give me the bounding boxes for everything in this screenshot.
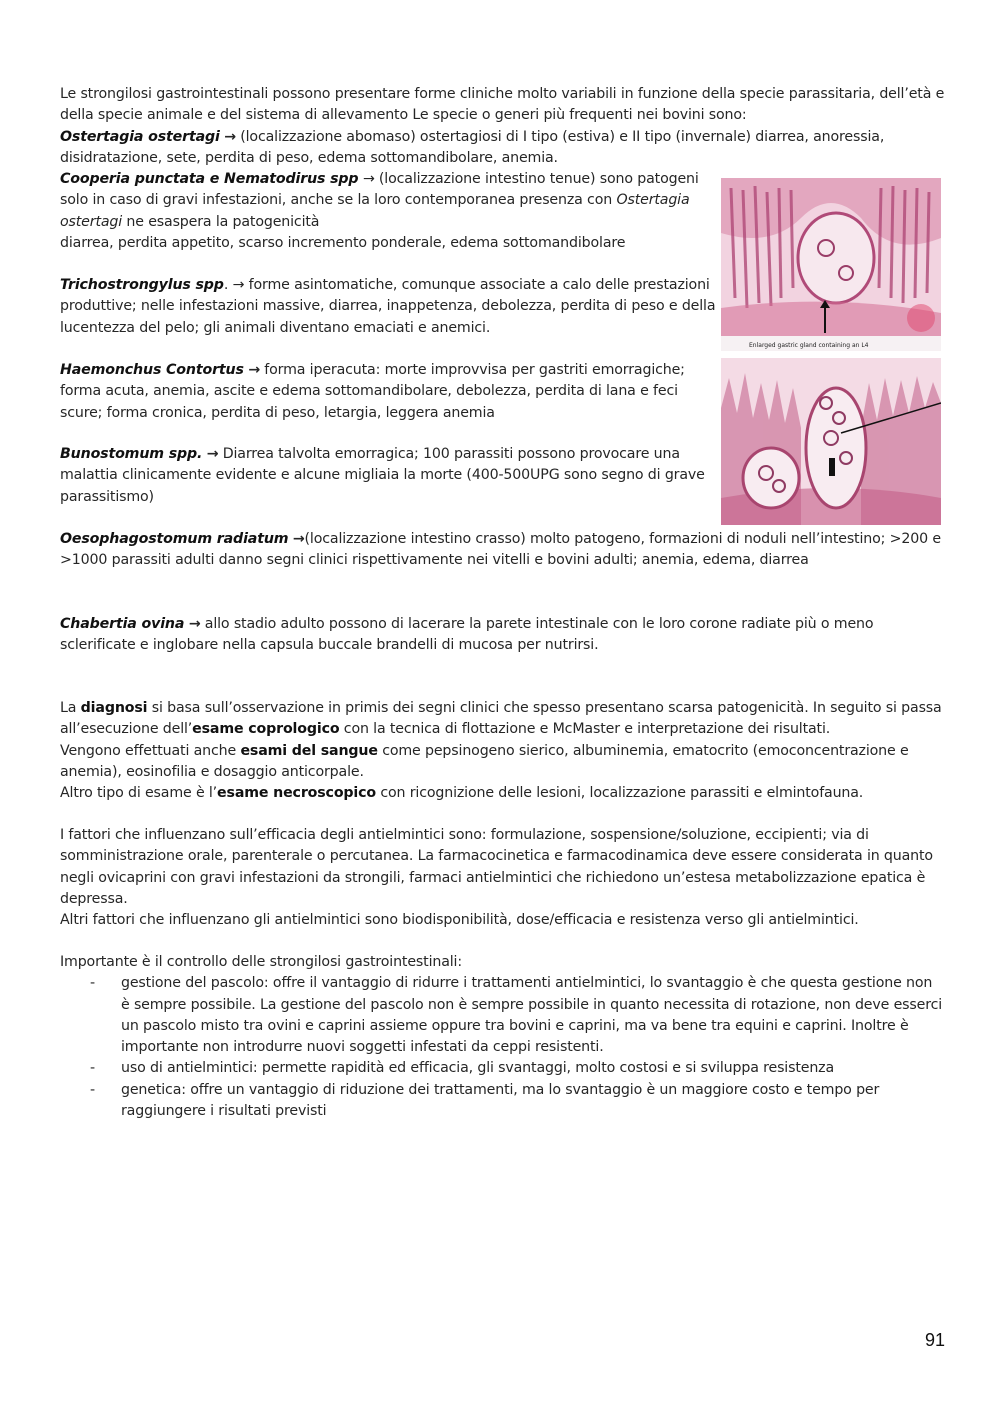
dash-bullet: -: [90, 1060, 95, 1077]
species-name: Trichostrongylus spp: [60, 277, 224, 293]
species-text-3: diarrea, perdita appetito, scarso incremento ponderale, edema sottomandibolare: [60, 234, 626, 251]
species-bunostomum: [60, 444, 710, 508]
species-name: Cooperia punctata e Nematodirus spp: [60, 171, 359, 187]
species-text-2: ne esaspera la patogenicità: [122, 213, 320, 230]
species-text: forme asintomatiche, comunque associate a calo delle prestazioni produttive; nelle infestazioni massive, diarrea, inappetenza, debolezza, perdita di peso e della lucentezza del pelo; gli animali diventano emaciati e anemici.: [60, 277, 716, 336]
species-text: Diarrea talvolta emorragica; 100 parassiti possono provocare una malattia clinicamente evidente e alcune migliaia la morte (400-500UPG sono segno di grave parassitismo): [60, 446, 705, 505]
arrow-icon: →: [224, 128, 236, 145]
text: con ricognizione delle lesioni, localizzazione parassiti e elmintofauna.: [376, 785, 864, 802]
arrow-icon: →: [362, 171, 375, 187]
fattori-paragraph-2: Altri fattori che influenzano gli antielmintici sono biodisponibilità, dose/efficacia e resistenza verso gli antielmintici.: [60, 912, 859, 929]
text: Altro tipo di esame è l’: [60, 785, 218, 802]
figure-caption: Enlarged gastric gland containing an L4: [749, 342, 869, 349]
bold-term: esame necroscopico: [217, 785, 376, 802]
species-name: Haemonchus Contortus: [60, 362, 244, 378]
list-item-text: genetica: offre un vantaggio di riduzione dei trattamenti, ma lo svantaggio è un maggiore costo e tempo per raggiungere i risultati previsti: [121, 1081, 880, 1120]
histology-mucosa-icon: [721, 358, 941, 525]
bold-term: esame coprologico: [192, 721, 340, 738]
fattori-paragraph-1: I fattori che influenzano sull’efficacia degli antielmintici sono: formulazione, sospensione/soluzione, eccipienti; via di somministrazione orale, parenterale o percutanea. La farmacocinetica e farmacodinamica deve essere considerata in quanto negli ovicaprini con gravi infestazioni da strongili, farmaci antielmintici che richiedono un’estesa metabolizzazione epatica è depressa.: [60, 827, 933, 907]
species-text: (localizzazione intestino tenue) sono patogeni solo in caso di gravi infestazioni, anche se la loro contemporanea presenza con: [60, 171, 699, 209]
text: Vengono effettuati anche: [60, 742, 241, 759]
text: con la tecnica di flottazione e McMaster e interpretazione dei risultati.: [339, 721, 831, 738]
diagnosi-paragraph-2: [60, 741, 945, 784]
histology-image-top: [721, 178, 941, 351]
bold-term: diagnosi: [80, 700, 148, 716]
list-item: [60, 1080, 945, 1123]
species-text: (localizzazione abomaso) ostertagiosi di I tipo (estiva) e II tipo (invernale) diarrea, anoressia, disidratazione, sete, perdita di peso, edema sottomandibolare, anemia.: [60, 128, 885, 166]
species-name: Bunostomum spp.: [60, 446, 203, 462]
diagnosi-paragraph-3: [60, 783, 945, 804]
intro-section: [60, 84, 945, 169]
fattori-section: [60, 825, 945, 931]
species-text: forma iperacuta: morte improvvisa per gastriti emorragiche; forma acuta, anemia, ascite e edema sottomandibolare, debolezza, perdita di lana e feci scure; forma cronica, perdita di peso, letargia, leggera anemia: [60, 362, 685, 421]
species-cooperia: [60, 169, 720, 254]
species-oesophagostomum: [60, 529, 945, 572]
controllo-intro: Importante è il controllo delle strongilosi gastrointestinali:: [60, 954, 462, 970]
intro-paragraph: Le strongilosi gastrointestinali possono presentare forme cliniche molto variabili in funzione della specie parassitaria, dell’età e della specie animale e del sistema di allevamento Le specie o generi più frequenti nei bovini sono:: [60, 86, 945, 124]
species-name: Ostertagia ostertagi: [60, 128, 220, 145]
arrow-icon: →: [188, 616, 201, 632]
histology-image-bottom: [721, 358, 941, 525]
list-item: [60, 973, 945, 1058]
arrow-icon: →: [292, 531, 305, 547]
page-number: 91: [924, 1330, 945, 1350]
species-ostertagia: [60, 127, 945, 170]
bold-term: esami del sangue: [240, 742, 378, 759]
arrow-icon: →: [248, 362, 260, 378]
list-item-text: uso di antielmintici: permette rapidità ed efficacia, gli svantaggi, molto costosi e si sviluppa resistenza: [121, 1060, 835, 1077]
text: si basa sull’osservazione in primis dei segni clinici che spesso presentano scarsa patogenicità. In seguito si passa all’esecuzione dell’: [60, 700, 942, 738]
species-haemonchus: [60, 360, 715, 424]
text: come pepsinogeno sierico, albuminemia, ematocrito (emoconcentrazione e anemia), eosinofilia e dosaggio anticorpale.: [60, 742, 909, 780]
species-text: (localizzazione intestino crasso) molto patogeno, formazioni di noduli nell’intestino; >200 e >1000 parassiti adulti danno segni clinici rispettivamente nei vitelli e bovini adulti; anemia, edema, diarrea: [60, 531, 941, 569]
arrow-icon: . →: [223, 277, 245, 293]
species-italic-ref: Ostertagia ostertagi: [60, 192, 690, 230]
diagnosi-section: [60, 698, 945, 804]
controllo-list: [60, 973, 945, 1122]
dash-bullet: -: [90, 1081, 95, 1098]
species-name: Chabertia ovina: [60, 616, 185, 632]
histology-gastric-gland-icon: [721, 178, 941, 351]
species-name: Oesophagostomum radiatum: [60, 531, 289, 547]
species-text: allo stadio adulto possono di lacerare la parete intestinale con le loro corone radiate più o meno sclerificate e inglobare nella capsula buccale brandelli di mucosa per nutrirsi.: [60, 616, 874, 654]
species-trichostrongylus: [60, 275, 720, 339]
dash-bullet: -: [90, 975, 95, 992]
list-item: [60, 1058, 945, 1079]
text: La: [60, 700, 81, 716]
controllo-section: [60, 952, 945, 1122]
arrow-icon: →: [206, 446, 219, 462]
species-chabertia: [60, 614, 945, 657]
diagnosi-paragraph-1: [60, 698, 945, 741]
list-item-text: gestione del pascolo: offre il vantaggio di ridurre i trattamenti antielmintici, lo svantaggio è che questa gestione non è sempre possibile. La gestione del pascolo non è sempre possibile in quanto necessita di rotazione, non deve esserci un pascolo misto tra ovini e caprini assieme oppure tra bovini e caprini, ma va bene tra equini e caprini. Inoltre è importante non introdurre nuovi soggetti infestati da ceppi resistenti.: [121, 975, 943, 1056]
